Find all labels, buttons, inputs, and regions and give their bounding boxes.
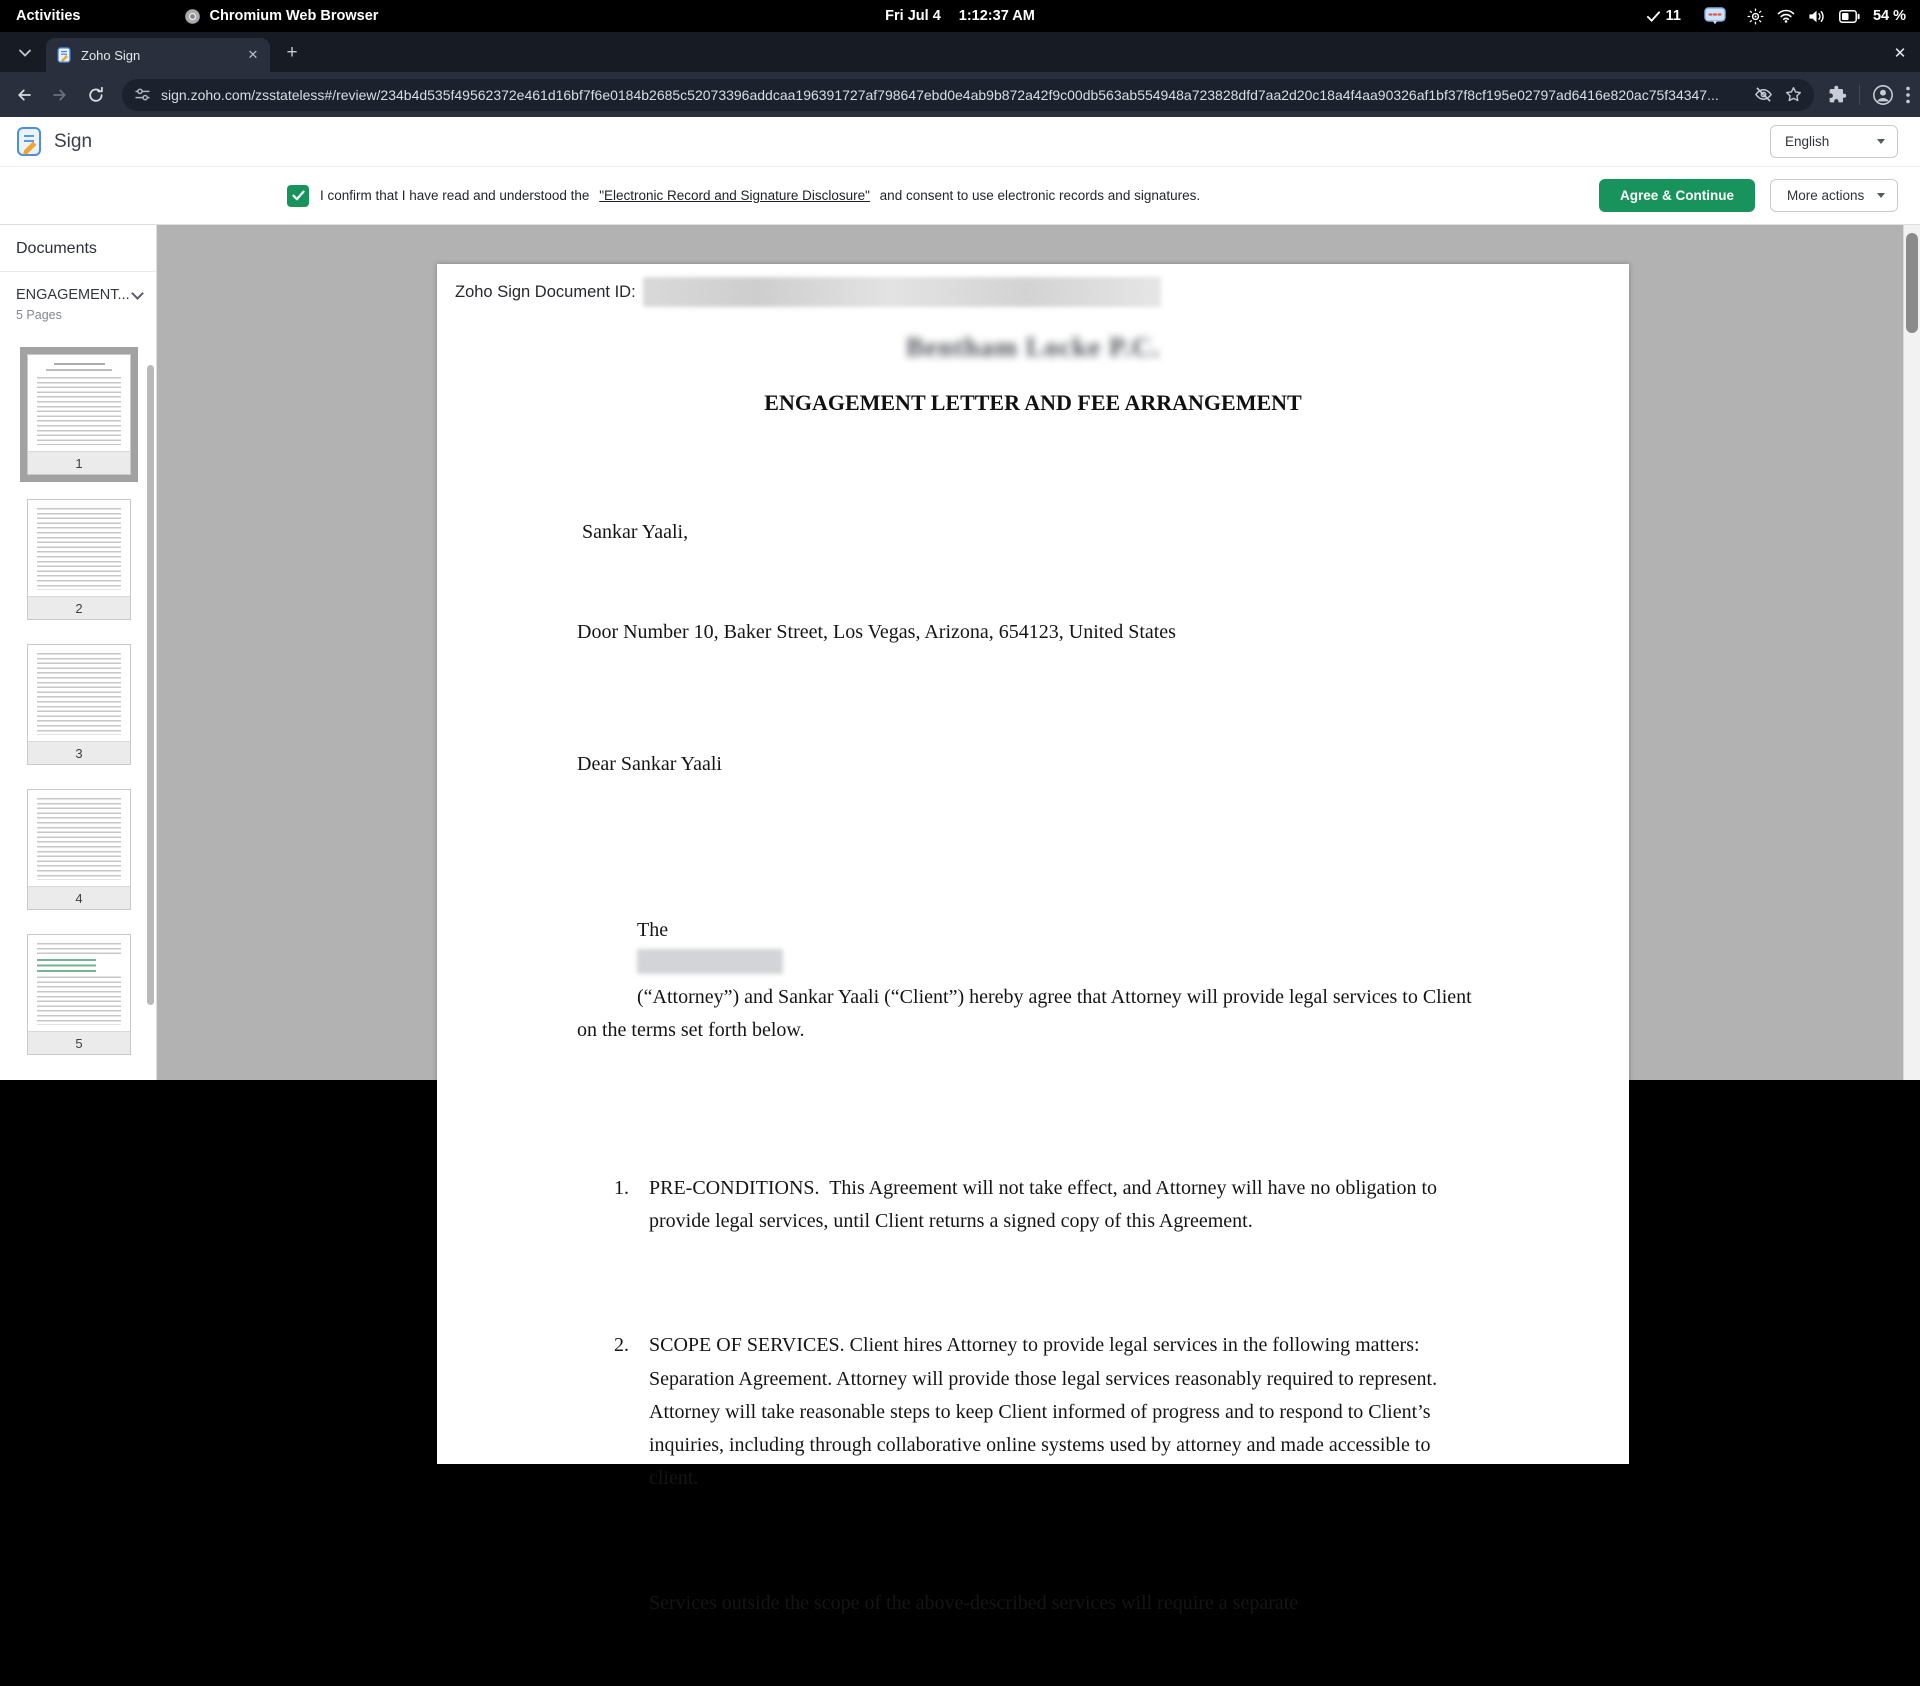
language-value: English <box>1785 134 1830 149</box>
document-body <box>577 450 1479 1686</box>
page-number: 4 <box>28 886 130 909</box>
document-name-row[interactable] <box>0 272 156 303</box>
chevron-down-icon[interactable] <box>131 287 144 300</box>
pages-count: 5 Pages <box>16 308 62 322</box>
bookmark-star-icon[interactable] <box>1785 86 1802 103</box>
more-actions-label: More actions <box>1787 188 1865 203</box>
page-scrollbar-thumb[interactable] <box>1906 233 1918 333</box>
browser-toolbar <box>0 72 1920 117</box>
disclosure-link[interactable]: "Electronic Record and Signature Disclosure" <box>599 188 870 203</box>
intro-paragraph <box>577 881 1479 1080</box>
clock-button[interactable] <box>885 0 1035 32</box>
page-thumbnail-1[interactable] <box>27 354 131 475</box>
url-text: sign.zoho.com/zsstateless#/review/234b4d535f49562372e461d16bf7f6e0184b2685c52073396addcaa196391727af798647ebd0e4ab9b872a42f9c00db563ab554948a723828dfd7aa2d20c18a4f4aa90326af1bf37f8cf195e02797ad6416e820ac75f34347... <box>161 86 1719 103</box>
redacted-attorney-name <box>637 949 783 974</box>
tab-close-icon[interactable]: ✕ <box>247 47 259 62</box>
more-actions-button[interactable] <box>1770 179 1898 212</box>
zoho-sign-logo <box>15 126 43 158</box>
check-count: 11 <box>1665 8 1681 24</box>
main-content <box>0 225 1920 1614</box>
page-number: 5 <box>28 1031 130 1054</box>
tab-search-button[interactable] <box>10 38 40 68</box>
redacted-document-id <box>643 277 1161 307</box>
page-scrollbar[interactable] <box>1903 225 1920 1080</box>
page-number: 1 <box>28 451 130 474</box>
reload-button[interactable] <box>80 79 112 111</box>
browser-tab-zoho-sign[interactable] <box>46 38 270 72</box>
consent-text-before: I confirm that I have read and understood the <box>320 188 590 203</box>
page-number: 3 <box>28 741 130 764</box>
profile-avatar-icon[interactable] <box>1872 84 1894 106</box>
page-preview-3 <box>28 645 130 741</box>
list-number: 1. <box>614 1176 629 1199</box>
check-icon <box>292 190 305 201</box>
doc-id-row <box>437 264 1629 307</box>
page-preview-4 <box>28 790 130 886</box>
site-settings-icon[interactable] <box>134 87 151 102</box>
sidebar-scrollbar[interactable] <box>147 365 154 1005</box>
intro-suffix: (“Attorney”) and Sankar Yaali (“Client”) hereby agree that Attorney will provide legal services to Client on the terms set forth below. <box>577 985 1477 1041</box>
language-dropdown[interactable] <box>1770 125 1898 158</box>
volume-icon <box>1808 9 1826 24</box>
page-thumbnail-3[interactable] <box>27 644 131 765</box>
consent-text-after: and consent to use electronic records and signatures. <box>879 188 1201 203</box>
forward-button[interactable] <box>44 79 76 111</box>
recipient-name: Sankar Yaali, <box>577 521 689 544</box>
page-thumbnail-4[interactable] <box>27 789 131 910</box>
company-name-blurred: Bentham Locke P.C. <box>905 332 1160 362</box>
extensions-icon[interactable] <box>1828 85 1847 104</box>
document-canvas <box>157 225 1903 1614</box>
documents-sidebar <box>0 225 157 1080</box>
wifi-icon <box>1777 9 1795 23</box>
activities-button[interactable] <box>0 0 96 32</box>
privacy-eye-off-icon[interactable] <box>1754 86 1773 103</box>
list-text: PRE-CONDITIONS. This Agreement will not take effect, and Attorney will have no obligation to provide legal services, until Client returns a signed copy of this Agreement. <box>649 1176 1443 1232</box>
focused-app-menu[interactable] <box>184 8 378 25</box>
list-text: SCOPE OF SERVICES. Client hires Attorney to provide legal services in the following matters: Separation Agreement. Attorney will provide those legal services reasonably required to represent. Attorney will take reasonable steps to keep Client informed of progress and to respond to Client’s inquiries, including through collaborative online systems used by attorney and made accessible to client. <box>649 1334 1446 1490</box>
focused-app-name: Chromium Web Browser <box>209 8 379 24</box>
toolbar-right-cluster <box>1828 84 1910 106</box>
document-title: ENGAGEMENT LETTER AND FEE ARRANGEMENT <box>764 390 1302 415</box>
page-preview-5 <box>28 935 130 1031</box>
closing-paragraph: Services outside the scope of the above-described services will require a separate <box>649 1591 1299 1614</box>
new-tab-button[interactable]: + <box>286 42 298 63</box>
tab-title: Zoho Sign <box>81 47 141 63</box>
toolbar-separator <box>1859 85 1860 105</box>
time-label: 1:12:37 AM <box>958 8 1035 24</box>
consent-text <box>320 188 1200 203</box>
thumbnail-list <box>0 354 156 1055</box>
chevron-down-icon <box>1877 139 1885 144</box>
activities-label: Activities <box>16 8 81 24</box>
chevron-down-icon <box>1877 193 1885 198</box>
system-tray[interactable] <box>1646 7 1920 25</box>
screen-share-icon <box>1704 7 1726 25</box>
date-label: Fri Jul 4 <box>885 8 941 24</box>
page-preview-1 <box>28 355 130 451</box>
list-item-2 <box>577 1329 1479 1495</box>
browser-menu-icon[interactable] <box>1906 86 1910 104</box>
consent-checkbox[interactable] <box>287 185 309 207</box>
system-top-bar <box>0 0 1920 32</box>
doc-id-label: Zoho Sign Document ID: <box>455 282 636 301</box>
page-thumbnail-2[interactable] <box>27 499 131 620</box>
recipient-address: Door Number 10, Baker Street, Los Vegas, Arizona, 654123, United States <box>577 620 1176 643</box>
sidebar-title: Documents <box>0 225 156 272</box>
brightness-icon <box>1747 8 1764 25</box>
product-name: Sign <box>54 130 93 152</box>
list-item-1 <box>577 1172 1479 1238</box>
window-close-icon[interactable]: ✕ <box>1893 45 1907 62</box>
list-number: 2. <box>614 1334 629 1357</box>
battery-icon <box>1839 10 1860 23</box>
document-page-1 <box>437 264 1629 1614</box>
check-icon <box>1646 10 1661 23</box>
agree-continue-button[interactable]: Agree & Continue <box>1599 179 1755 212</box>
page-thumbnail-5[interactable] <box>27 934 131 1055</box>
salutation: Dear Sankar Yaali <box>577 752 722 775</box>
page-preview-2 <box>28 500 130 596</box>
page-number: 2 <box>28 596 130 619</box>
document-name: ENGAGEMENT... <box>16 287 130 303</box>
zoho-sign-header <box>0 117 1920 167</box>
intro-prefix: The <box>637 919 669 942</box>
browser-tab-strip <box>0 32 1920 72</box>
chromium-icon <box>184 8 201 25</box>
zoho-sign-favicon <box>56 47 72 63</box>
battery-percent: 54 % <box>1872 8 1906 24</box>
back-button[interactable] <box>8 79 40 111</box>
consent-bar <box>0 167 1920 225</box>
address-bar[interactable] <box>122 79 1814 111</box>
